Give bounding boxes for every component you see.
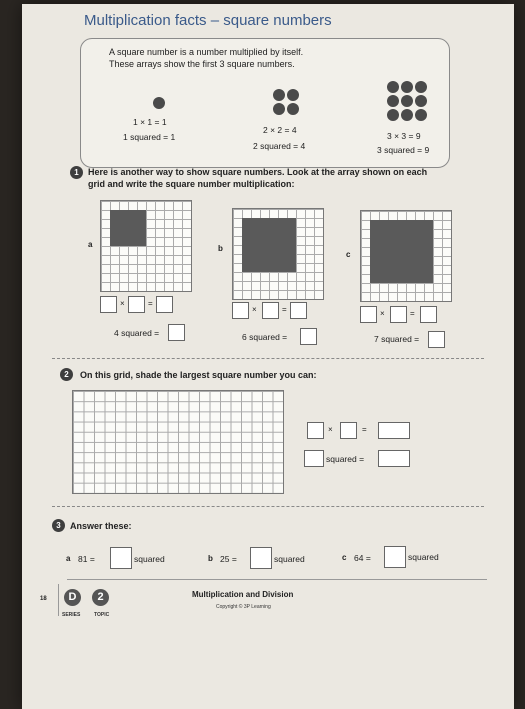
equals-sign: = [410,309,415,318]
grid-letter-b: b [218,244,223,253]
shaded-square [242,218,296,272]
equals-sign: = [148,299,153,308]
grid-b [232,208,324,300]
times-sign: × [252,305,257,314]
q3-word-a: squared [134,554,165,564]
answer-box[interactable] [378,450,410,467]
q2-squared-label: squared = [326,454,365,464]
book-title: Multiplication and Division [192,590,294,599]
footer-divider [58,584,59,616]
example-fact-1: 1 × 1 = 1 [133,117,167,127]
times-sign: × [380,309,385,318]
intro-line-1: A square number is a number multiplied by itself. [109,47,304,57]
answer-box[interactable] [304,450,324,467]
intro-box [80,38,450,168]
shaded-square [370,220,433,283]
section-divider [52,358,484,359]
example-squared-3: 3 squared = 9 [377,145,430,155]
array-dot [387,81,399,93]
squared-label-a: 4 squared = [114,328,160,338]
question-number-2: 2 [60,368,73,381]
array-dot [153,97,165,109]
q3-letter-a: a [66,554,71,563]
shading-grid[interactable] [72,390,284,494]
worksheet-page [22,4,514,709]
array-dot [401,81,413,93]
answer-box[interactable] [156,296,173,313]
series-label: SERIES [62,612,81,618]
q3-letter-c: c [342,553,347,562]
question-number-1: 1 [70,166,83,179]
array-dot [387,109,399,121]
array-dot [287,103,299,115]
answer-box[interactable] [360,306,377,323]
answer-box[interactable] [378,422,410,439]
footer-rule [67,579,487,580]
q3-expr-b: 25 = [220,554,237,564]
example-squared-2: 2 squared = 4 [253,141,306,151]
array-dot [273,89,285,101]
answer-box[interactable] [110,547,132,569]
array-dot [273,103,285,115]
answer-box[interactable] [250,547,272,569]
answer-box[interactable] [340,422,357,439]
intro-line-2: These arrays show the first 3 square numbers. [109,59,295,69]
grid-a [100,200,192,292]
q3-expr-a: 81 = [78,554,95,564]
times-sign: × [120,299,125,308]
series-badge: D [64,589,81,606]
squared-label-b: 6 squared = [242,332,288,342]
q3-word-c: squared [408,552,439,562]
times-sign: × [328,425,333,434]
example-fact-2: 2 × 2 = 4 [263,125,297,135]
array-dot [387,95,399,107]
q3-text: Answer these: [70,521,132,531]
answer-box[interactable] [262,302,279,319]
q3-letter-b: b [208,554,213,563]
shaded-square [110,210,146,246]
section-divider [52,506,484,507]
equals-sign: = [362,425,367,434]
q3-word-b: squared [274,554,305,564]
question-number-3: 3 [52,519,65,532]
example-fact-3: 3 × 3 = 9 [387,131,421,141]
q1-text-line-2: grid and write the square number multiplication: [88,179,295,189]
answer-box[interactable] [290,302,307,319]
grid-letter-c: c [346,250,351,259]
grid-letter-a: a [88,240,93,249]
copyright: Copyright © 3P Learning [216,604,271,610]
array-dot [415,109,427,121]
answer-box[interactable] [390,306,407,323]
answer-box[interactable] [428,331,445,348]
topic-badge: 2 [92,589,109,606]
grid-c [360,210,452,302]
array-dot [401,109,413,121]
answer-box[interactable] [384,546,406,568]
squared-label-c: 7 squared = [374,334,420,344]
array-dot [415,95,427,107]
array-dot [401,95,413,107]
array-dot [415,81,427,93]
topic-label: TOPIC [94,612,110,618]
answer-box[interactable] [168,324,185,341]
answer-box[interactable] [307,422,324,439]
answer-box[interactable] [300,328,317,345]
q3-expr-c: 64 = [354,553,371,563]
example-squared-1: 1 squared = 1 [123,132,176,142]
page-title: Multiplication facts – square numbers [84,12,332,29]
q1-text-line-1: Here is another way to show square numbers. Look at the array shown on each [88,167,428,177]
answer-box[interactable] [128,296,145,313]
answer-box[interactable] [100,296,117,313]
q2-text: On this grid, shade the largest square number you can: [80,370,317,380]
answer-box[interactable] [232,302,249,319]
page-number: 18 [40,596,47,602]
answer-box[interactable] [420,306,437,323]
array-dot [287,89,299,101]
equals-sign: = [282,305,287,314]
